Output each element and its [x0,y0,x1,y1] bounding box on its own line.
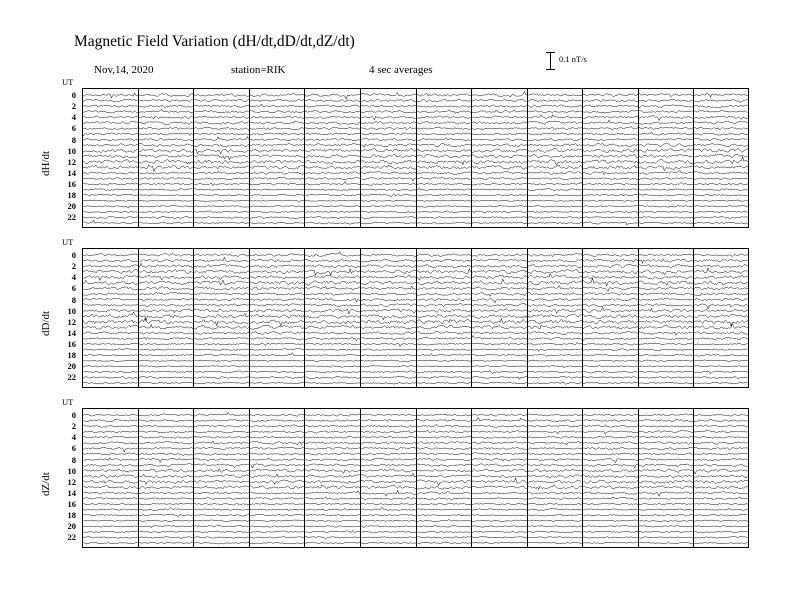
trace-row [82,216,749,218]
trace-row [82,360,749,362]
hour-tick-label: 6 [71,443,76,454]
trace-row [82,274,749,281]
trace-row [82,469,749,474]
trace-row [82,220,749,225]
hour-tick-label: 14 [67,327,76,338]
trace-row [82,342,749,346]
trace-row [82,312,749,321]
trace-row [82,376,749,379]
hour-tick-label: 18 [67,510,76,521]
trace-row [82,353,749,357]
trace-row [82,263,749,268]
trace-row [82,148,749,154]
axis-title-dDdt: dD/dt [40,310,52,336]
ut-axis-caption: UT [62,237,74,247]
trace-row [82,530,749,533]
trace-row [82,497,749,501]
trace-row [82,447,749,452]
trace-row [82,514,749,517]
trace-row [82,205,749,208]
trace-group-dDdt [82,248,749,388]
trace-row [82,519,749,521]
trace-row [82,436,749,439]
hour-tick-label: 22 [67,532,76,543]
panel-dddt [82,248,749,388]
trace-row [82,278,749,286]
trace-row [82,418,749,422]
trace-row [82,507,749,511]
trace-row [82,181,749,185]
trace-row [82,464,749,468]
trace-row [82,382,749,384]
trace-row [82,109,749,113]
trace-row [82,126,749,130]
hour-tick-label: 6 [71,283,76,294]
trace-row [82,194,749,197]
trace-row [82,331,749,335]
hour-tick-label: 20 [67,521,76,532]
hour-tick-label: 12 [67,156,76,167]
hour-tick-label: 2 [71,261,76,272]
trace-row [82,307,749,314]
trace-row [82,370,749,374]
trace-row [82,120,749,125]
trace-row [82,268,749,276]
trace-row [82,157,749,166]
trace-row [82,458,749,463]
trace-row [82,286,749,292]
trace-row [82,91,749,99]
trace-row [82,298,749,303]
trace-row [82,453,749,456]
trace-row [82,200,749,202]
trace-row [82,137,749,141]
hour-tick-label: 8 [71,294,76,305]
trace-row [82,485,749,490]
hour-tick-label: 16 [67,499,76,510]
trace-row [82,211,749,214]
axis-title-dHdt: dH/dt [40,150,52,176]
trace-row [82,323,749,329]
ut-axis-caption: UT [62,77,74,87]
axis-title-dZdt: dZ/dt [40,472,52,496]
trace-row [82,115,749,121]
hour-tick-label: 8 [71,134,76,145]
hour-tick-label: 16 [67,339,76,350]
trace-row [82,349,749,352]
trace-row [82,318,749,326]
trace-row [82,424,749,427]
trace-row [82,252,749,257]
plot-area-dzdt [82,408,749,548]
trace-row [82,154,749,159]
hour-tick-label: 6 [71,123,76,134]
trace-row [82,132,749,136]
hour-tick-label: 22 [67,372,76,383]
hour-tick-label: 0 [71,90,76,100]
hour-tick-label: 22 [67,212,76,223]
trace-row [82,170,749,174]
hour-tick-label: 16 [67,179,76,190]
trace-row [82,104,749,108]
trace-row [82,478,749,485]
hour-tick-label: 10 [67,465,76,476]
trace-row [82,177,749,181]
trace-row [82,303,749,309]
trace-row [82,336,749,341]
scale-bar-tick-top [546,52,555,53]
scale-bar-legend [546,50,606,76]
plot-area-dhdt [82,88,749,228]
hour-tick-label: 2 [71,421,76,432]
trace-row [82,503,749,505]
trace-row [82,188,749,191]
hour-tick-label: 18 [67,190,76,201]
trace-row [82,165,749,172]
trace-row [82,490,749,496]
hour-tick-label: 14 [67,487,76,498]
trace-row [82,473,749,478]
hour-tick-label: 12 [67,476,76,487]
hour-tick-label: 4 [71,112,76,123]
hour-tick-label: 12 [67,316,76,327]
panel-dhdt [82,88,749,228]
page-title: Magnetic Field Variation (dH/dt,dD/dt,dZ/dt) [74,33,355,50]
hour-tick-label: 0 [71,250,76,260]
hour-tick-label: 18 [67,350,76,361]
trace-row [82,365,749,368]
hour-tick-label: 20 [67,201,76,212]
observation-date: Nov,14, 2020 [94,64,154,76]
scale-bar-tick-bottom [546,69,555,70]
averaging-label: 4 sec averages [369,64,433,76]
hour-tick-label: 8 [71,454,76,465]
hour-tick-label: 4 [71,272,76,283]
trace-row [82,525,749,528]
scale-bar-label: 0.1 nT/s [559,54,587,64]
trace-row [82,536,749,539]
panel-dzdt [82,408,749,548]
trace-row [82,430,749,434]
trace-group-dZdt [82,408,749,548]
trace-row [82,441,749,445]
trace-row [82,412,749,416]
hour-tick-label: 2 [71,101,76,112]
hour-tick-label: 20 [67,361,76,372]
station-label: station=RIK [231,64,286,76]
hour-tick-label: 4 [71,432,76,443]
scale-bar-line [550,52,551,70]
trace-row [82,99,749,102]
trace-row [82,292,749,296]
hour-tick-label: 14 [67,167,76,178]
hour-tick-label: 0 [71,410,76,420]
plot-area-dddt [82,248,749,388]
trace-row [82,542,749,544]
hour-tick-label: 10 [67,145,76,156]
ut-axis-caption: UT [62,397,74,407]
hour-tick-label: 10 [67,305,76,316]
trace-group-dHdt [82,88,749,228]
trace-row [82,143,749,147]
trace-row [82,257,749,263]
